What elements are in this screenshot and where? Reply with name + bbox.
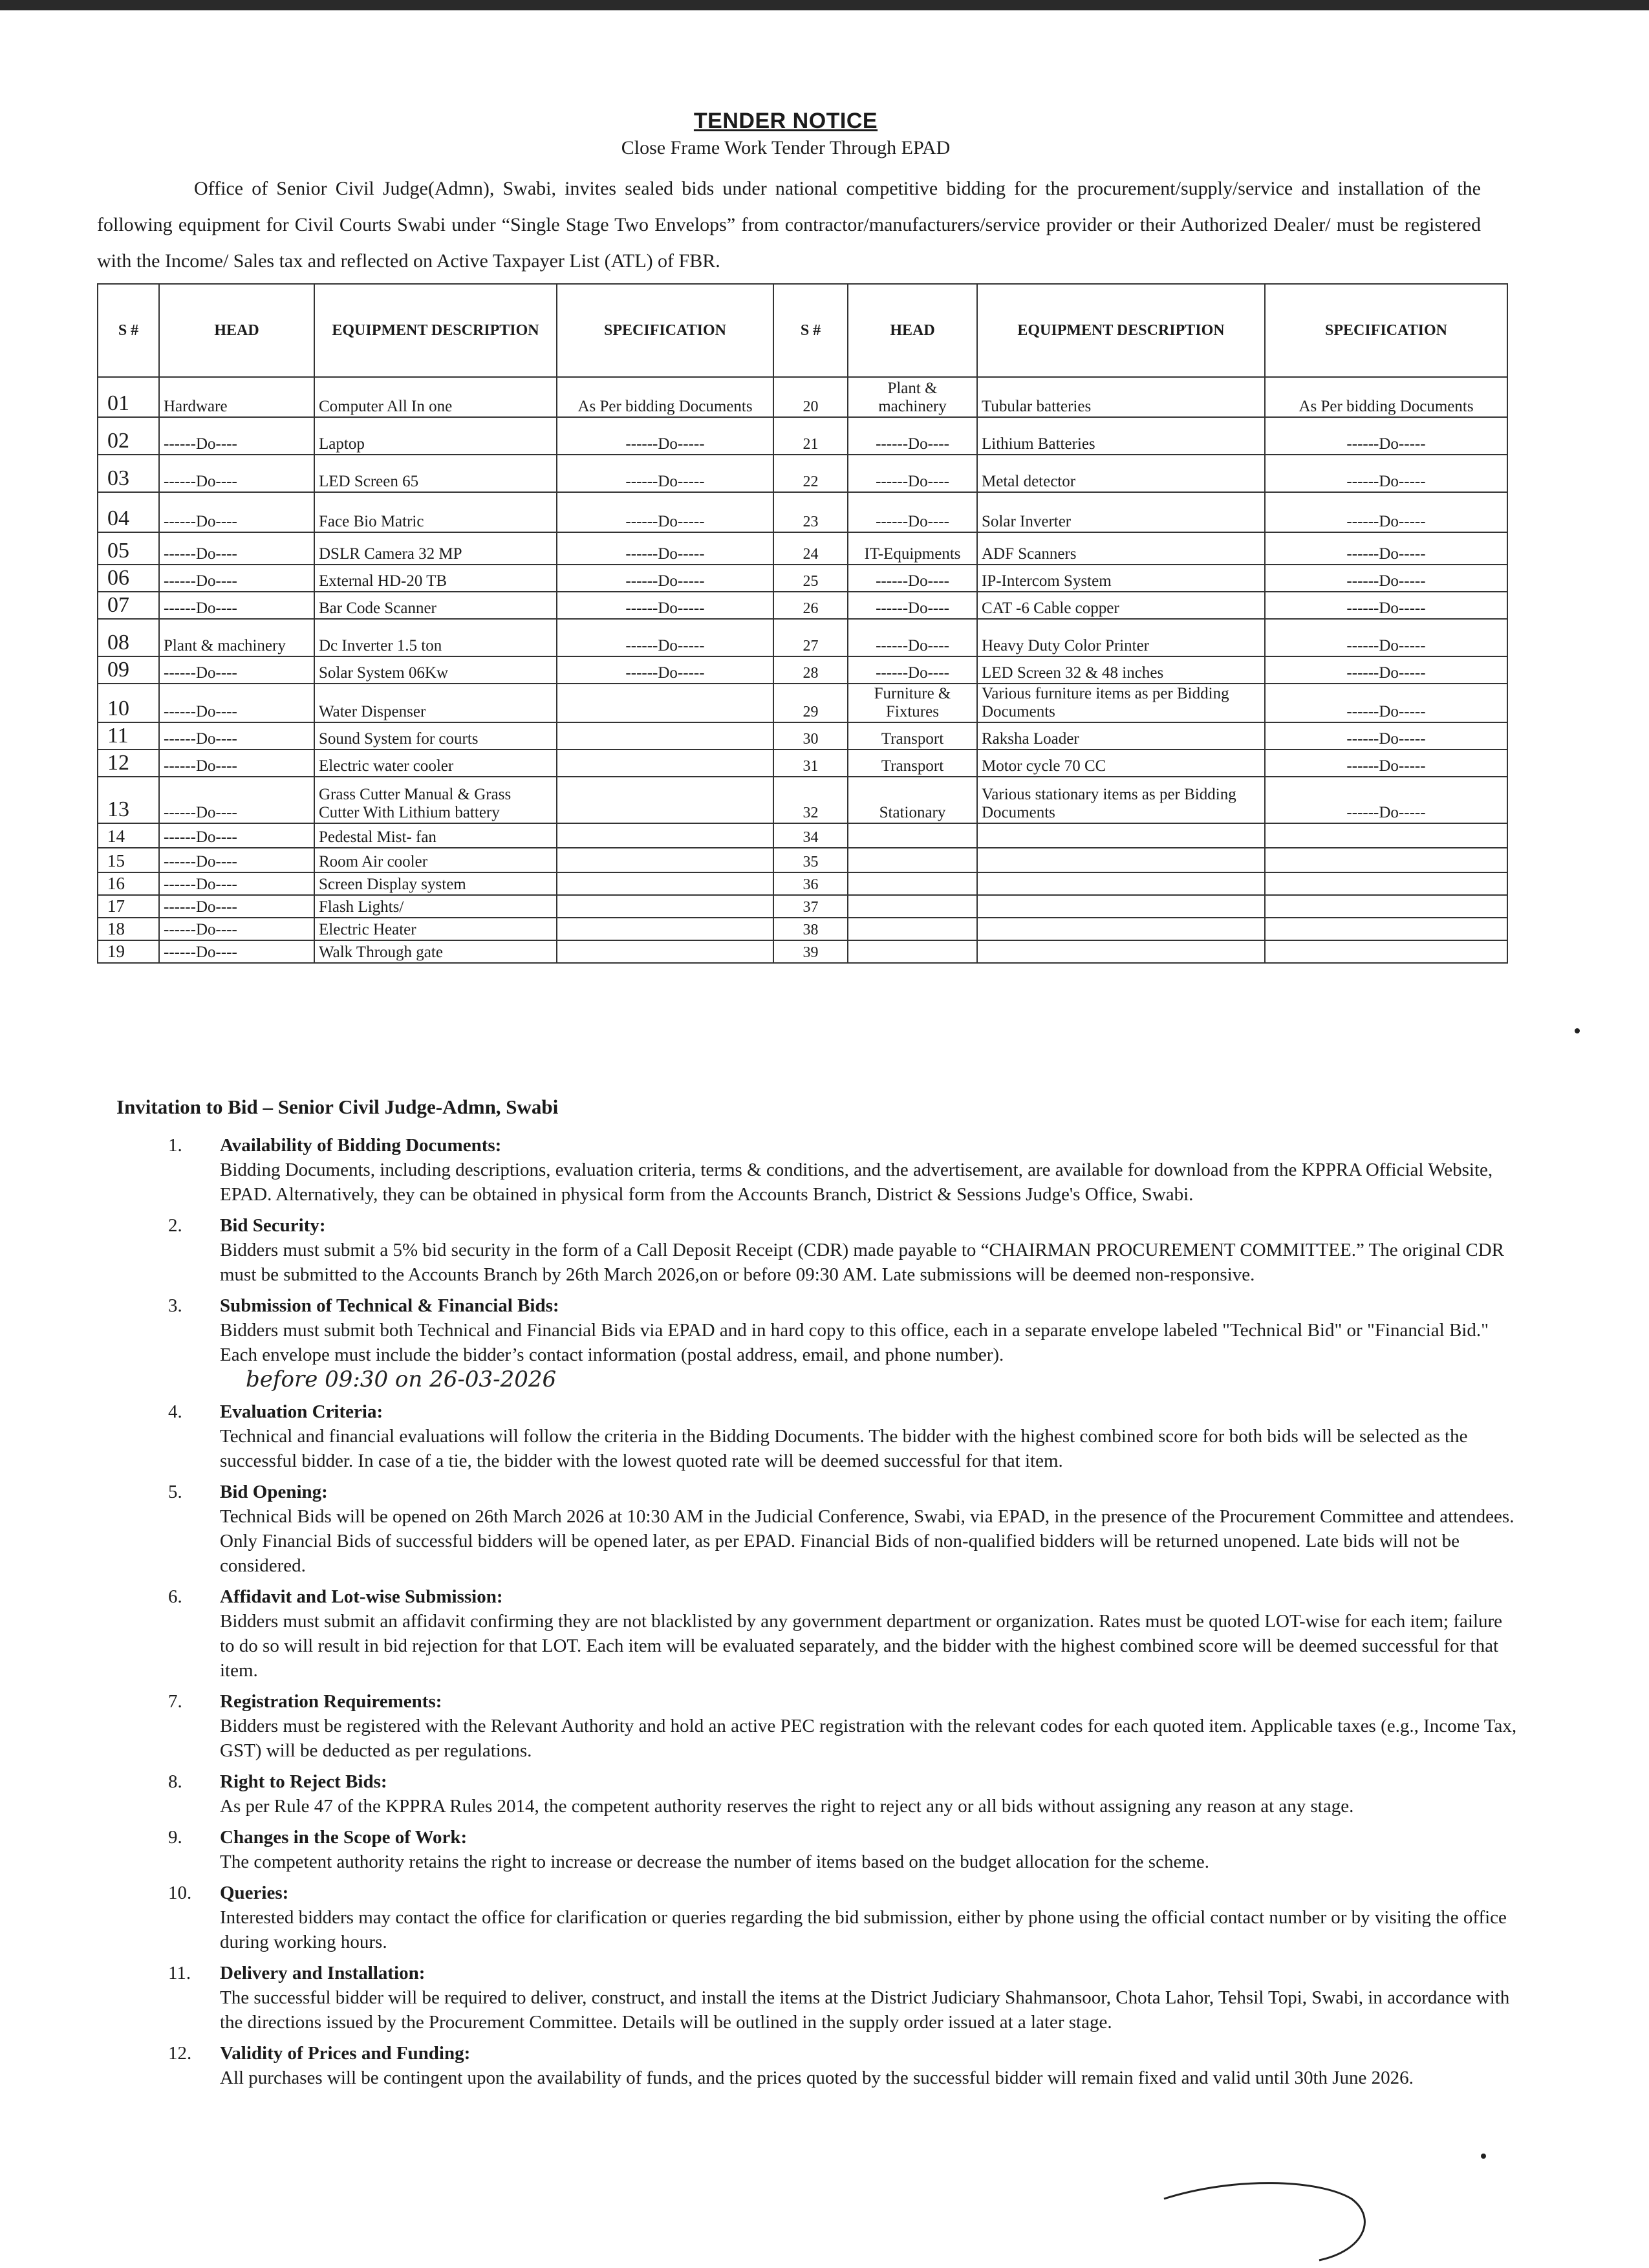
cell-sn-right: 35 xyxy=(773,848,848,872)
cell-desc-left: Laptop xyxy=(314,417,557,455)
cell-desc-right xyxy=(977,940,1265,963)
cell-desc-left: External HD-20 TB xyxy=(314,565,557,592)
ink-dot xyxy=(1575,1028,1580,1033)
cell-desc-left: LED Screen 65 xyxy=(314,455,557,492)
clause-title: Validity of Prices and Funding: xyxy=(220,2043,471,2064)
clause-item xyxy=(155,1293,1520,1393)
cell-head-right: ------Do---- xyxy=(848,565,977,592)
cell-spec-right: ------Do----- xyxy=(1265,656,1507,684)
cell-spec-right xyxy=(1265,848,1507,872)
cell-sn-left: 03 xyxy=(98,455,159,492)
cell-spec-left xyxy=(557,918,773,940)
clause-item xyxy=(155,1584,1520,1683)
cell-head-right: Plant & machinery xyxy=(848,377,977,417)
cell-head-left: ------Do---- xyxy=(159,940,314,963)
clause-body: Bidders must submit both Technical and Financial Bids via EPAD and in hard copy to this office, each in a separate envelope labeled "Technical Bid" or "Financial Bid." Each envelope must include the bidder’s contact information (postal address, email, and phone number). xyxy=(220,1320,1489,1365)
table-row xyxy=(98,492,1507,532)
table-body xyxy=(98,377,1507,963)
cell-sn-left: 14 xyxy=(98,823,159,848)
cell-desc-left: Pedestal Mist- fan xyxy=(314,823,557,848)
cell-head-right xyxy=(848,872,977,895)
table-row xyxy=(98,417,1507,455)
cell-desc-right: Solar Inverter xyxy=(977,492,1265,532)
clause-number: 12. xyxy=(168,2043,192,2064)
intro-paragraph: Office of Senior Civil Judge(Admn), Swabi, invites sealed bids under national competitive bidding for the procurement/supply/service and installation of the following equipment for Civil Courts Swabi under “Single Stage Two Envelops” from contractor/manufacturers/service provider or their Authorized Dealer/ must be registered with the Income/ Sales tax and reflected on Active Taxpayer List (ATL) of FBR. xyxy=(97,178,1481,272)
cell-desc-left: Sound System for courts xyxy=(314,722,557,750)
cell-sn-right: 20 xyxy=(773,377,848,417)
table-header-row xyxy=(98,284,1507,377)
cell-spec-right xyxy=(1265,918,1507,940)
cell-sn-right: 24 xyxy=(773,532,848,565)
cell-head-right: Transport xyxy=(848,722,977,750)
cell-head-right xyxy=(848,848,977,872)
cell-sn-left: 08 xyxy=(98,619,159,656)
ink-dot xyxy=(1481,2154,1486,2159)
cell-desc-right: LED Screen 32 & 48 inches xyxy=(977,656,1265,684)
clause-title: Bid Opening: xyxy=(220,1482,328,1502)
cell-head-left: ------Do---- xyxy=(159,656,314,684)
cell-spec-left: ------Do----- xyxy=(557,592,773,619)
cell-desc-left: Walk Through gate xyxy=(314,940,557,963)
col-desc-right: EQUIPMENT DESCRIPTION xyxy=(977,284,1265,377)
table-row xyxy=(98,592,1507,619)
clause-title: Evaluation Criteria: xyxy=(220,1401,383,1422)
cell-desc-right: Tubular batteries xyxy=(977,377,1265,417)
cell-sn-right: 25 xyxy=(773,565,848,592)
clause-title: Submission of Technical & Financial Bids: xyxy=(220,1295,559,1316)
cell-spec-left xyxy=(557,750,773,777)
cell-head-left: ------Do---- xyxy=(159,565,314,592)
clause-item xyxy=(155,1213,1520,1287)
cell-desc-right: Motor cycle 70 CC xyxy=(977,750,1265,777)
cell-spec-left: ------Do----- xyxy=(557,619,773,656)
clause-list xyxy=(155,1133,1520,2097)
cell-head-left: ------Do---- xyxy=(159,823,314,848)
cell-sn-right: 26 xyxy=(773,592,848,619)
equipment-table xyxy=(97,283,1508,964)
cell-head-right xyxy=(848,823,977,848)
cell-spec-left xyxy=(557,895,773,918)
cell-desc-right: Various furniture items as per Bidding Documents xyxy=(977,684,1265,722)
cell-head-right xyxy=(848,895,977,918)
table-row xyxy=(98,750,1507,777)
cell-sn-left: 07 xyxy=(98,592,159,619)
cell-desc-right: Metal detector xyxy=(977,455,1265,492)
cell-desc-left: Face Bio Matric xyxy=(314,492,557,532)
cell-spec-left xyxy=(557,872,773,895)
cell-desc-right: CAT -6 Cable copper xyxy=(977,592,1265,619)
cell-desc-right xyxy=(977,895,1265,918)
cell-sn-left: 05 xyxy=(98,532,159,565)
cell-head-right: ------Do---- xyxy=(848,417,977,455)
cell-spec-right: ------Do----- xyxy=(1265,565,1507,592)
cell-desc-left: Computer All In one xyxy=(314,377,557,417)
col-sn-right: S # xyxy=(773,284,848,377)
invitation-title: Invitation to Bid – Senior Civil Judge-Admn, Swabi xyxy=(116,1096,559,1118)
cell-sn-right: 39 xyxy=(773,940,848,963)
clause-title: Registration Requirements: xyxy=(220,1691,442,1712)
cell-desc-right xyxy=(977,823,1265,848)
clause-item xyxy=(155,1399,1520,1473)
cell-spec-right: ------Do----- xyxy=(1265,492,1507,532)
cell-spec-right: ------Do----- xyxy=(1265,592,1507,619)
cell-sn-right: 32 xyxy=(773,777,848,823)
cell-head-right: ------Do---- xyxy=(848,455,977,492)
cell-sn-left: 02 xyxy=(98,417,159,455)
clause-number: 8. xyxy=(168,1771,182,1792)
cell-spec-left xyxy=(557,823,773,848)
cell-head-right: ------Do---- xyxy=(848,619,977,656)
col-desc-left: EQUIPMENT DESCRIPTION xyxy=(314,284,557,377)
cell-spec-right xyxy=(1265,895,1507,918)
clause-item xyxy=(155,1480,1520,1578)
cell-spec-left: As Per bidding Documents xyxy=(557,377,773,417)
clause-body: Bidders must submit an affidavit confirming they are not blacklisted by any government department or organization. Rates must be quoted LOT-wise for each item; failure to do so will result in bid rejection for that LOT. Each item will be evaluated separately, and the bidder with the highest combined score will be deemed successful for that item. xyxy=(220,1611,1503,1681)
cell-spec-left: ------Do----- xyxy=(557,455,773,492)
table-row xyxy=(98,532,1507,565)
cell-head-right: Transport xyxy=(848,750,977,777)
cell-desc-left: Water Dispenser xyxy=(314,684,557,722)
clause-title: Delivery and Installation: xyxy=(220,1963,426,1983)
cell-head-right: IT-Equipments xyxy=(848,532,977,565)
clause-body: The successful bidder will be required to deliver, construct, and install the items at the District Judiciary Shahmansoor, Chota Lahor, Tehsil Topi, Swabi, in accordance with the directions issued by the Procurement Committee. Details will be outlined in the supply order issued at a later stage. xyxy=(220,1987,1510,2033)
clause-body: Technical Bids will be opened on 26th March 2026 at 10:30 AM in the Judicial Conference, Swabi, via EPAD, in the presence of the Procurement Committee and attendees. Only Financial Bids of successful bidders will be opened later, as per EPAD. Financial Bids of non-qualified bidders will be returned unopened. Late bids will not be considered. xyxy=(220,1506,1514,1576)
cell-spec-right: ------Do----- xyxy=(1265,417,1507,455)
clause-number: 2. xyxy=(168,1215,182,1236)
clause-body: The competent authority retains the right to increase or decrease the number of items based on the budget allocation for the scheme. xyxy=(220,1852,1210,1872)
cell-head-left: ------Do---- xyxy=(159,592,314,619)
table-row xyxy=(98,722,1507,750)
cell-spec-right: ------Do----- xyxy=(1265,722,1507,750)
cell-head-right: Furniture & Fixtures xyxy=(848,684,977,722)
cell-sn-left: 06 xyxy=(98,565,159,592)
clause-title: Availability of Bidding Documents: xyxy=(220,1135,502,1156)
cell-sn-right: 27 xyxy=(773,619,848,656)
cell-sn-right: 28 xyxy=(773,656,848,684)
clause-title: Queries: xyxy=(220,1883,289,1903)
cell-spec-right: ------Do----- xyxy=(1265,455,1507,492)
col-head-right: HEAD xyxy=(848,284,977,377)
cell-sn-left: 15 xyxy=(98,848,159,872)
table-row xyxy=(98,565,1507,592)
cell-sn-right: 29 xyxy=(773,684,848,722)
clause-item xyxy=(155,1133,1520,1207)
cell-desc-left: Flash Lights/ xyxy=(314,895,557,918)
cell-desc-left: Grass Cutter Manual & Grass Cutter With Lithium battery xyxy=(314,777,557,823)
cell-head-right: ------Do---- xyxy=(848,492,977,532)
table-row xyxy=(98,377,1507,417)
cell-desc-left: Dc Inverter 1.5 ton xyxy=(314,619,557,656)
cell-sn-left: 04 xyxy=(98,492,159,532)
cell-sn-left: 12 xyxy=(98,750,159,777)
cell-head-right: Stationary xyxy=(848,777,977,823)
clause-item xyxy=(155,1881,1520,1954)
cell-head-left: ------Do---- xyxy=(159,492,314,532)
table-row xyxy=(98,823,1507,848)
cell-spec-right: ------Do----- xyxy=(1265,619,1507,656)
clause-number: 10. xyxy=(168,1883,192,1903)
cell-spec-left xyxy=(557,777,773,823)
cell-desc-right: Heavy Duty Color Printer xyxy=(977,619,1265,656)
clause-body: Technical and financial evaluations will follow the criteria in the Bidding Documents. The bidder with the highest combined score for both bids will be selected as the successful bidder. In case of a tie, the bidder with the lowest quoted rate will be deemed successful for that item. xyxy=(220,1426,1468,1471)
clause-item xyxy=(155,1689,1520,1763)
cell-head-left: ------Do---- xyxy=(159,532,314,565)
cell-spec-left xyxy=(557,848,773,872)
handwritten-note: before 09:30 on 26-03-2026 xyxy=(246,1366,557,1392)
cell-spec-right: ------Do----- xyxy=(1265,750,1507,777)
cell-sn-left: 19 xyxy=(98,940,159,963)
cell-head-left: ------Do---- xyxy=(159,455,314,492)
cell-head-left: ------Do---- xyxy=(159,417,314,455)
cell-sn-right: 38 xyxy=(773,918,848,940)
cell-spec-right xyxy=(1265,940,1507,963)
cell-desc-right: IP-Intercom System xyxy=(977,565,1265,592)
col-spec-left: SPECIFICATION xyxy=(557,284,773,377)
col-spec-right: SPECIFICATION xyxy=(1265,284,1507,377)
clause-title: Changes in the Scope of Work: xyxy=(220,1827,468,1848)
clause-number: 5. xyxy=(168,1482,182,1502)
cell-desc-right: Various stationary items as per Bidding Documents xyxy=(977,777,1265,823)
cell-spec-right: ------Do----- xyxy=(1265,532,1507,565)
table-row xyxy=(98,940,1507,963)
cell-head-left: ------Do---- xyxy=(159,777,314,823)
cell-sn-right: 22 xyxy=(773,455,848,492)
cell-sn-left: 09 xyxy=(98,656,159,684)
cell-spec-left: ------Do----- xyxy=(557,532,773,565)
cell-sn-left: 17 xyxy=(98,895,159,918)
clause-body: As per Rule 47 of the KPPRA Rules 2014, the competent authority reserves the right to reject any or all bids without assigning any reason at any stage. xyxy=(220,1796,1354,1817)
cell-desc-right xyxy=(977,872,1265,895)
cell-head-right xyxy=(848,918,977,940)
clause-number: 7. xyxy=(168,1691,182,1712)
cell-head-left: ------Do---- xyxy=(159,684,314,722)
cell-sn-right: 23 xyxy=(773,492,848,532)
clause-number: 6. xyxy=(168,1586,182,1607)
cell-spec-left: ------Do----- xyxy=(557,492,773,532)
cell-desc-left: Electric water cooler xyxy=(314,750,557,777)
clause-number: 1. xyxy=(168,1135,182,1156)
cell-sn-right: 34 xyxy=(773,823,848,848)
cell-spec-right xyxy=(1265,823,1507,848)
col-head-left: HEAD xyxy=(159,284,314,377)
cell-spec-left xyxy=(557,722,773,750)
scan-edge xyxy=(0,0,1649,10)
cell-desc-left: Solar System 06Kw xyxy=(314,656,557,684)
cell-head-left: ------Do---- xyxy=(159,895,314,918)
cell-head-left: ------Do---- xyxy=(159,848,314,872)
cell-sn-left: 16 xyxy=(98,872,159,895)
clause-number: 9. xyxy=(168,1827,182,1848)
table-row xyxy=(98,656,1507,684)
cell-desc-right: ADF Scanners xyxy=(977,532,1265,565)
table-row xyxy=(98,455,1507,492)
cell-sn-left: 10 xyxy=(98,684,159,722)
cell-head-right xyxy=(848,940,977,963)
cell-desc-left: Screen Display system xyxy=(314,872,557,895)
cell-desc-left: Electric Heater xyxy=(314,918,557,940)
clause-item xyxy=(155,1825,1520,1874)
page-subtitle: Close Frame Work Tender Through EPAD xyxy=(621,137,951,158)
cell-sn-left: 18 xyxy=(98,918,159,940)
cell-spec-right xyxy=(1265,872,1507,895)
cell-spec-left: ------Do----- xyxy=(557,417,773,455)
cell-spec-left xyxy=(557,684,773,722)
clause-number: 3. xyxy=(168,1295,182,1316)
clause-item xyxy=(155,2041,1520,2090)
clause-body: Bidders must be registered with the Relevant Authority and hold an active PEC registration with the relevant codes for each quoted item. Applicable taxes (e.g., Income Tax, GST) will be deducted as per regulations. xyxy=(220,1716,1517,1761)
cell-desc-right xyxy=(977,848,1265,872)
cell-desc-left: Bar Code Scanner xyxy=(314,592,557,619)
cell-desc-left: DSLR Camera 32 MP xyxy=(314,532,557,565)
cell-sn-left: 01 xyxy=(98,377,159,417)
clause-item xyxy=(155,1961,1520,2035)
cell-head-right: ------Do---- xyxy=(848,592,977,619)
cell-head-left: ------Do---- xyxy=(159,750,314,777)
col-sn-left: S # xyxy=(98,284,159,377)
cell-spec-left: ------Do----- xyxy=(557,656,773,684)
cell-sn-right: 37 xyxy=(773,895,848,918)
cell-desc-right: Lithium Batteries xyxy=(977,417,1265,455)
table-row xyxy=(98,684,1507,722)
cell-spec-right: ------Do----- xyxy=(1265,777,1507,823)
clause-body: Interested bidders may contact the office for clarification or queries regarding the bid submission, either by phone using the official contact number or by visiting the office during working hours. xyxy=(220,1907,1507,1952)
cell-spec-left xyxy=(557,940,773,963)
cell-head-right: ------Do---- xyxy=(848,656,977,684)
cell-sn-right: 30 xyxy=(773,722,848,750)
table-row xyxy=(98,872,1507,895)
cell-sn-right: 21 xyxy=(773,417,848,455)
cell-sn-left: 11 xyxy=(98,722,159,750)
cell-sn-right: 31 xyxy=(773,750,848,777)
table-row xyxy=(98,777,1507,823)
table-row xyxy=(98,895,1507,918)
cell-sn-right: 36 xyxy=(773,872,848,895)
cell-head-left: ------Do---- xyxy=(159,918,314,940)
table-row xyxy=(98,848,1507,872)
clause-item xyxy=(155,1769,1520,1819)
clause-body: Bidders must submit a 5% bid security in the form of a Call Deposit Receipt (CDR) made payable to “CHAIRMAN PROCUREMENT COMMITTEE.” The original CDR must be submitted to the Accounts Branch by 26th March 2026,on or before 09:30 AM. Late submissions will be deemed non-responsive. xyxy=(220,1240,1504,1285)
cell-head-left: Plant & machinery xyxy=(159,619,314,656)
cell-spec-right: As Per bidding Documents xyxy=(1265,377,1507,417)
clause-body: Bidding Documents, including descriptions, evaluation criteria, terms & conditions, and the advertisement, are available for download from the KPPRA Official Website, EPAD. Alternatively, they can be obtained in physical form from the Accounts Branch, District & Sessions Judge's Office, Swabi. xyxy=(220,1160,1493,1205)
cell-desc-left: Room Air cooler xyxy=(314,848,557,872)
cell-spec-left: ------Do----- xyxy=(557,565,773,592)
clause-title: Affidavit and Lot-wise Submission: xyxy=(220,1586,503,1607)
cell-sn-left: 13 xyxy=(98,777,159,823)
cell-desc-right: Raksha Loader xyxy=(977,722,1265,750)
cell-head-left: ------Do---- xyxy=(159,722,314,750)
cell-desc-right xyxy=(977,918,1265,940)
page-title: TENDER NOTICE xyxy=(693,109,878,133)
table-row xyxy=(98,918,1507,940)
cell-spec-right: ------Do----- xyxy=(1265,684,1507,722)
clause-body: All purchases will be contingent upon the availability of funds, and the prices quoted by the successful bidder will remain fixed and valid until 30th June 2026. xyxy=(220,2068,1414,2088)
clause-number: 4. xyxy=(168,1401,182,1422)
clause-number: 11. xyxy=(168,1963,191,1983)
table-row xyxy=(98,619,1507,656)
clause-title: Right to Reject Bids: xyxy=(220,1771,387,1792)
cell-head-left: Hardware xyxy=(159,377,314,417)
clause-title: Bid Security: xyxy=(220,1215,326,1236)
signature-scrawl xyxy=(1158,2173,1390,2263)
cell-head-left: ------Do---- xyxy=(159,872,314,895)
